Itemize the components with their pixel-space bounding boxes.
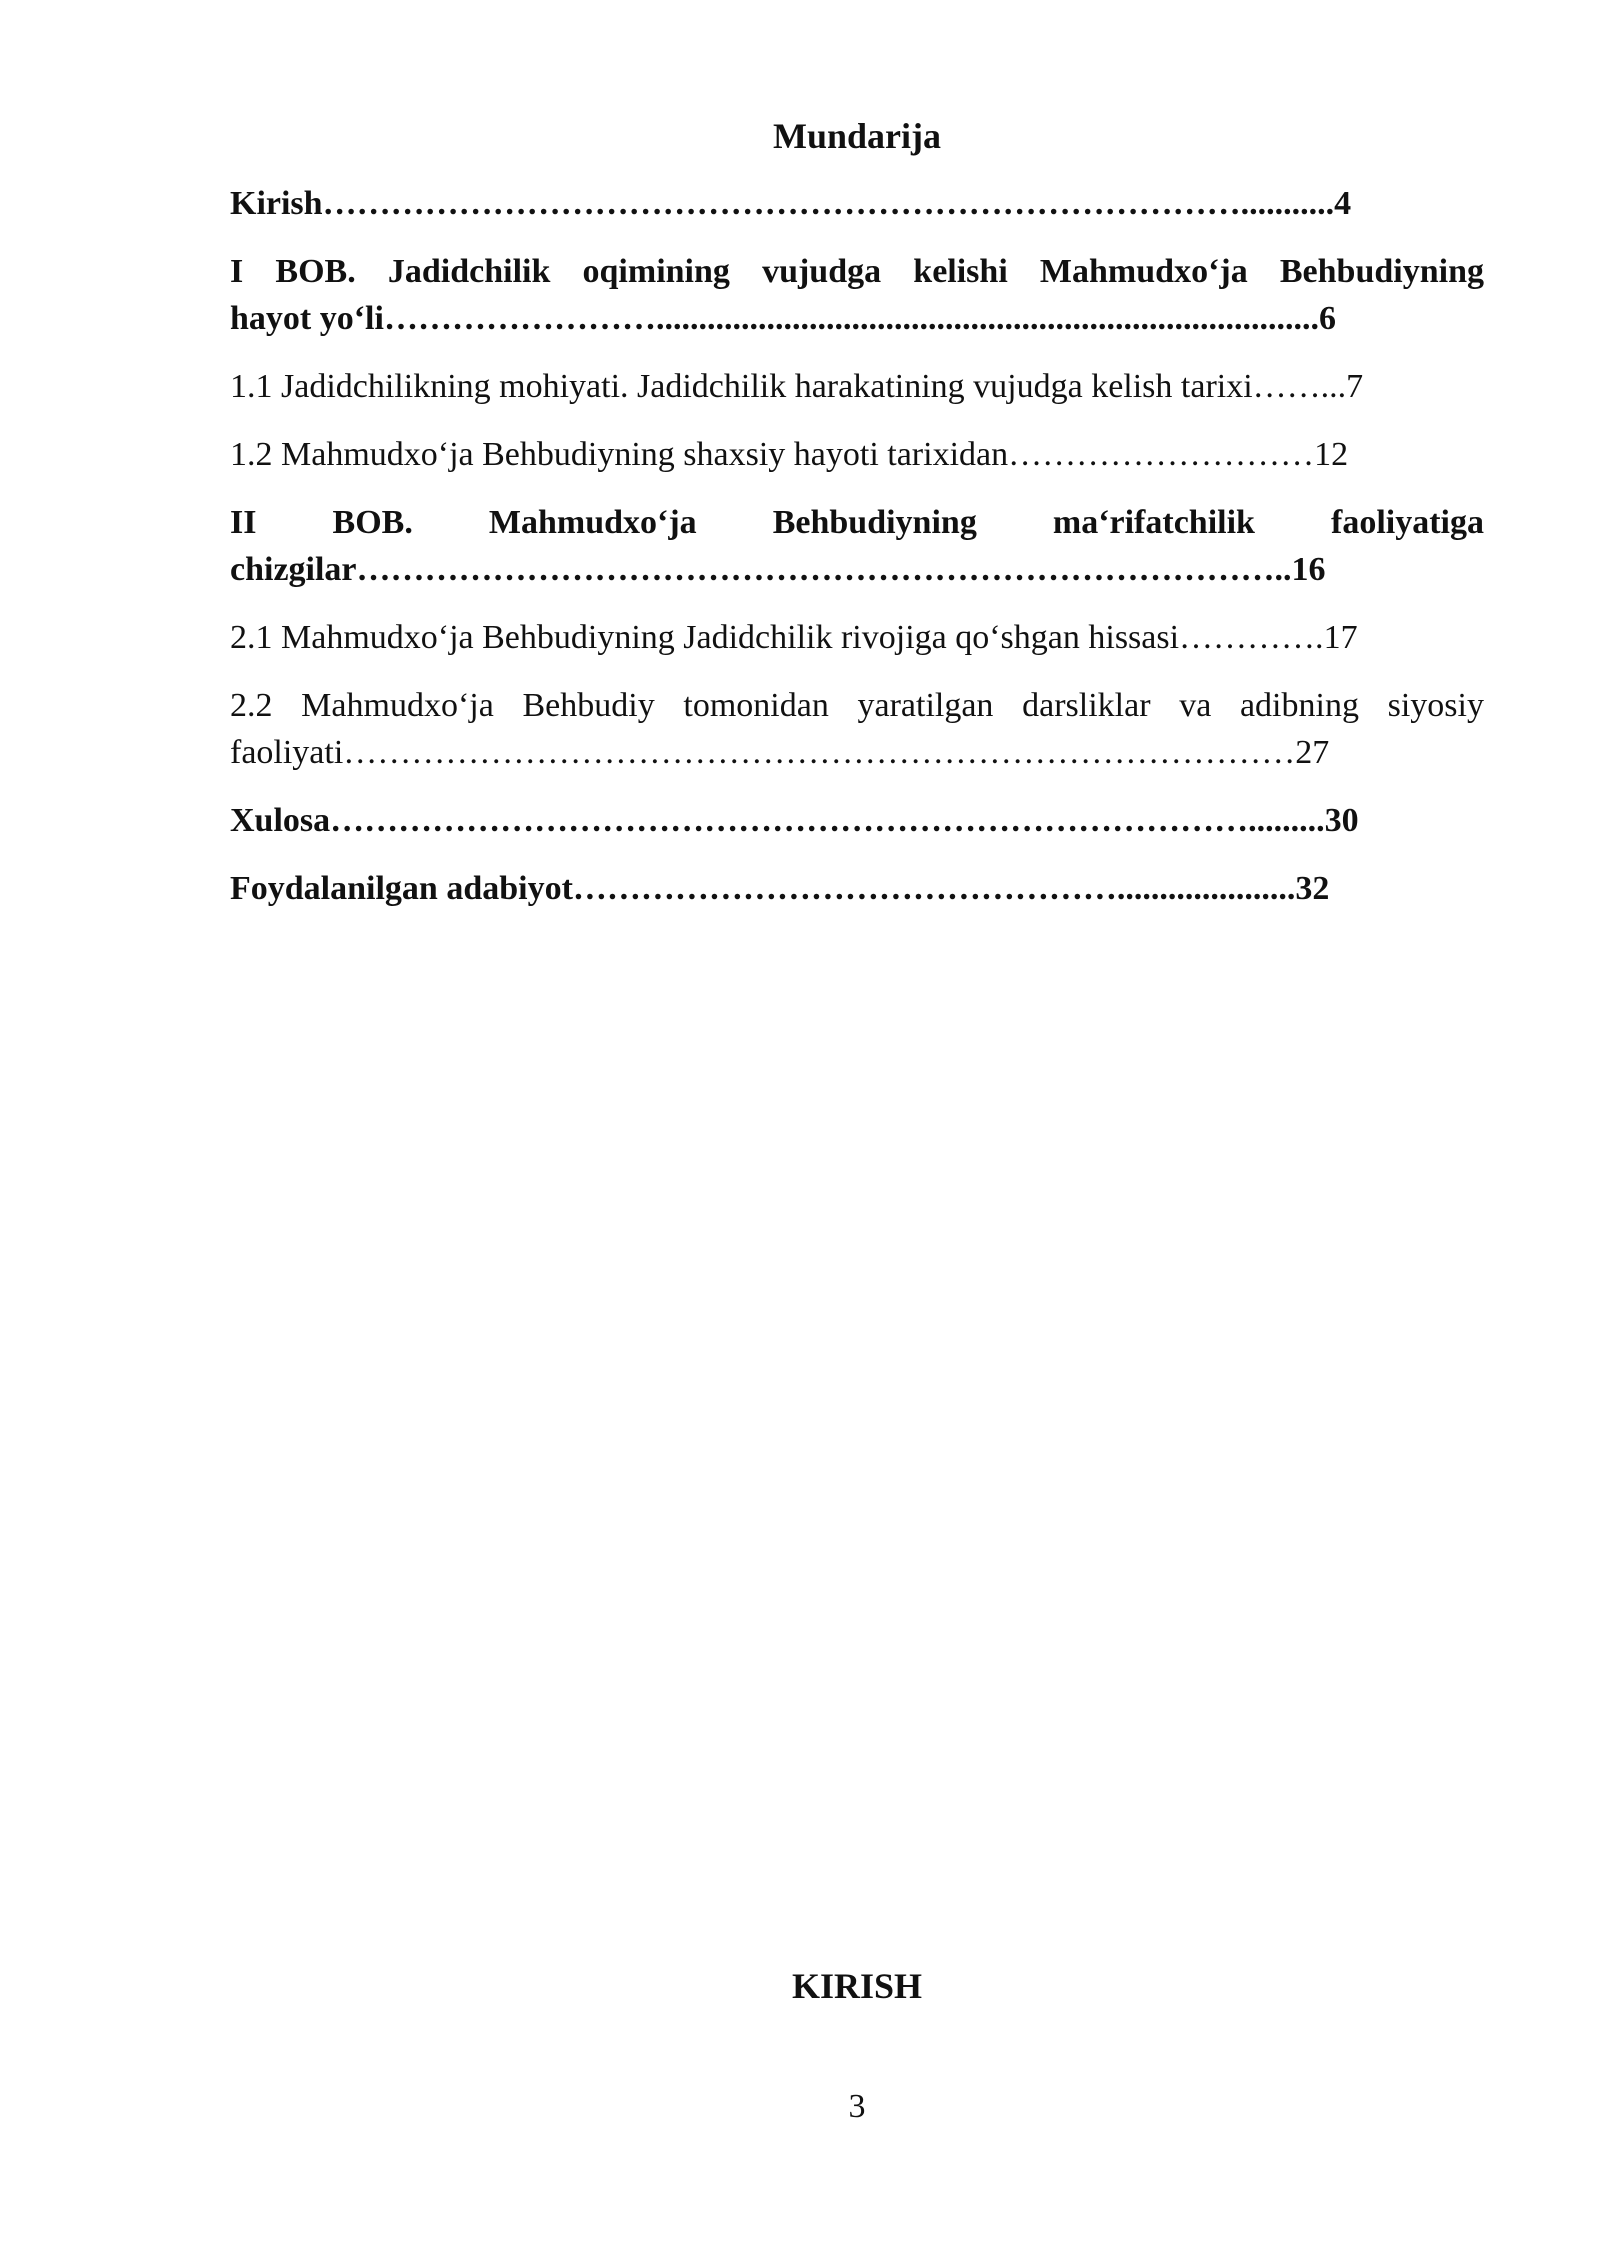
toc-entry-text-line-2: hayot yo‘li…………………….............................................................................. bbox=[230, 300, 1319, 337]
toc-entry-chapter-1[interactable] bbox=[230, 248, 1484, 342]
toc-entry-2-2[interactable] bbox=[230, 682, 1484, 776]
toc-entry-page: 16 bbox=[1291, 551, 1326, 588]
toc-entry-kirish[interactable] bbox=[230, 180, 1484, 227]
toc-entry-text: Xulosa………………………………………………………………………......... bbox=[230, 802, 1325, 839]
toc-entry-page: 6 bbox=[1318, 300, 1336, 337]
toc-entry-text-line-1: I BOB. Jadidchilik oqimining vujudga kelishi Mahmudxo‘ja Behbudiyning bbox=[230, 253, 1484, 290]
toc-entry-page: 32 bbox=[1295, 870, 1330, 907]
toc-entry-adabiyot[interactable] bbox=[230, 865, 1484, 912]
toc-entry-xulosa[interactable] bbox=[230, 797, 1484, 844]
toc-entry-text: 1.1 Jadidchilikning mohiyati. Jadidchilik harakatining vujudga kelish tarixi……... bbox=[230, 368, 1347, 405]
toc-entry-page: 17 bbox=[1323, 619, 1358, 656]
toc-entry-text-line-2: faoliyati………………………………………………………………………… bbox=[230, 734, 1296, 771]
page-number: 3 bbox=[848, 2088, 866, 2125]
section-heading-kirish: KIRISH bbox=[791, 1966, 923, 2006]
toc-entry-page: 4 bbox=[1334, 185, 1352, 222]
toc-entry-page: 27 bbox=[1295, 734, 1330, 771]
toc-entry-text: Kirish………………………………………………………………………........... bbox=[230, 185, 1335, 222]
toc-entry-page: 12 bbox=[1314, 436, 1349, 473]
toc-entry-text: Foydalanilgan adabiyot…………………………………………..................... bbox=[230, 870, 1296, 907]
toc-entry-text-line-2: chizgilar……………………………………………………………………….. bbox=[230, 551, 1292, 588]
toc-entry-text-line-1: 2.2 Mahmudxo‘ja Behbudiy tomonidan yaratilgan darsliklar va adibning siyosiy bbox=[230, 687, 1484, 724]
toc-entry-text: 1.2 Mahmudxo‘ja Behbudiyning shaxsiy hayoti tarixidan……………………… bbox=[230, 436, 1315, 473]
toc-entry-1-2[interactable] bbox=[230, 431, 1484, 478]
toc-entry-page: 30 bbox=[1324, 802, 1359, 839]
toc-entry-2-1[interactable] bbox=[230, 614, 1484, 661]
table-of-contents bbox=[230, 180, 1484, 912]
toc-title: Mundarija bbox=[772, 116, 941, 156]
toc-entry-text-line-1: II BOB. Mahmudxo‘ja Behbudiyning ma‘rifatchilik faoliyatiga bbox=[230, 504, 1484, 541]
toc-entry-page: 7 bbox=[1346, 368, 1364, 405]
toc-entry-chapter-2[interactable] bbox=[230, 499, 1484, 593]
toc-entry-1-1[interactable] bbox=[230, 363, 1484, 410]
toc-entry-text: 2.1 Mahmudxo‘ja Behbudiyning Jadidchilik rivojiga qo‘shgan hissasi…………. bbox=[230, 619, 1324, 656]
